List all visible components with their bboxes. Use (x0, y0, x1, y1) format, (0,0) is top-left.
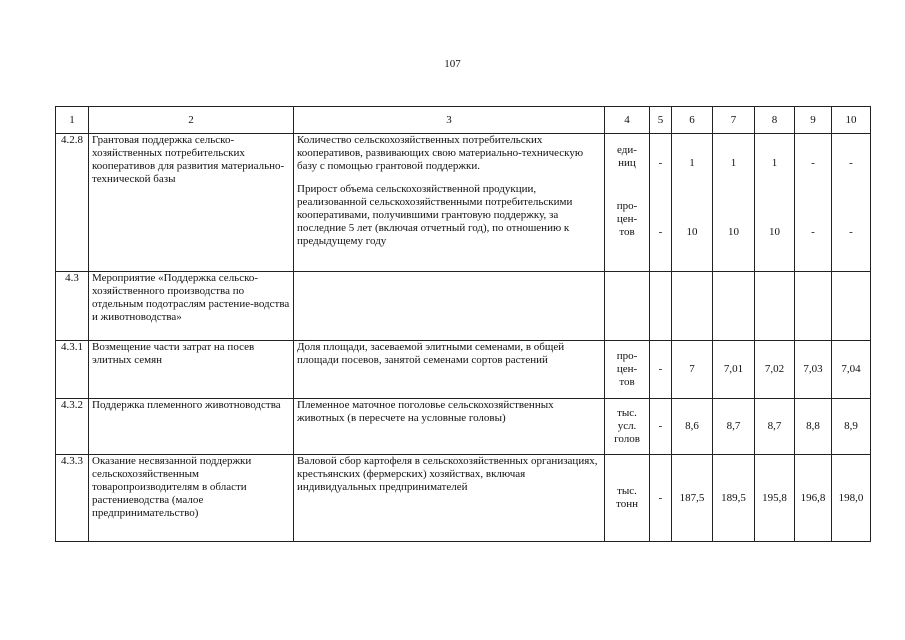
measure-cell: Поддержка племенного животноводства (89, 399, 294, 455)
indicator-cell (294, 272, 605, 341)
unit-cell: еди- ниц про- цен- тов (605, 134, 650, 272)
value-cell: - - (795, 134, 832, 272)
value-cell: - (650, 399, 672, 455)
value-cell: 1 10 (755, 134, 795, 272)
value-cell: 7,04 (832, 341, 871, 399)
measure-cell: Грантовая поддержка сельско-хозяйственных потребительских кооперативов для развития материально-технической базы (89, 134, 294, 272)
header-cell: 6 (672, 107, 713, 134)
indicator-cell (294, 134, 605, 272)
table-row (56, 399, 871, 455)
indicator-cell: Племенное маточное поголовье сельскохозяйственных животных (в пересчете на условные головы) (294, 399, 605, 455)
value-cell (795, 272, 832, 341)
header-cell: 8 (755, 107, 795, 134)
value-cell (650, 272, 672, 341)
header-cell: 10 (832, 107, 871, 134)
measure-cell: Возмещение части затрат на посев элитных семян (89, 341, 294, 399)
indicator-cell: Доля площади, засеваемой элитными семенами, в общей площади посевов, занятой семенами сортов растений (294, 341, 605, 399)
value-cell: 8,7 (713, 399, 755, 455)
table-row (56, 272, 871, 341)
value-cell: 196,8 (795, 455, 832, 542)
header-cell: 7 (713, 107, 755, 134)
value-cell: 8,9 (832, 399, 871, 455)
value-cell: 198,0 (832, 455, 871, 542)
measure-cell: Мероприятие «Поддержка сельско-хозяйственного производства по отдельным подотраслям растение-водства и животноводства» (89, 272, 294, 341)
header-row (56, 107, 871, 134)
row-number: 4.3.3 (56, 455, 89, 542)
value-cell: 195,8 (755, 455, 795, 542)
header-cell: 5 (650, 107, 672, 134)
table-row (56, 341, 871, 399)
row-number: 4.3 (56, 272, 89, 341)
page-number: 107 (444, 58, 461, 70)
value-cell: 1 10 (713, 134, 755, 272)
row-number: 4.3.1 (56, 341, 89, 399)
value-cell: 7,02 (755, 341, 795, 399)
value-cell: - (650, 455, 672, 542)
value-cell: - - (832, 134, 871, 272)
header-cell: 1 (56, 107, 89, 134)
value-cell: - - (650, 134, 672, 272)
value-cell: 8,7 (755, 399, 795, 455)
unit-cell: тыс. усл. голов (605, 399, 650, 455)
table-row (56, 134, 871, 272)
header-cell: 3 (294, 107, 605, 134)
indicator-text: Количество сельскохозяйственных потребительских кооперативов, развивающих свою материально-техническую базу с помощью грантовой поддержки. (297, 134, 584, 172)
row-number: 4.2.8 (56, 134, 89, 272)
header-cell: 2 (89, 107, 294, 134)
value-cell: 189,5 (713, 455, 755, 542)
value-cell (713, 272, 755, 341)
value-cell: - (650, 341, 672, 399)
value-cell: 8,8 (795, 399, 832, 455)
value-cell: 187,5 (672, 455, 713, 542)
measure-cell: Оказание несвязанной поддержки сельскохозяйственным товаропроизводителям в области растениеводства (малое предпринимательство) (89, 455, 294, 542)
table-row (56, 455, 871, 542)
unit-cell: тыс. тонн (605, 455, 650, 542)
indicators-table (55, 106, 871, 542)
unit-cell: про- цен- тов (605, 341, 650, 399)
row-number: 4.3.2 (56, 399, 89, 455)
indicator-text: Прирост объема сельскохозяйственной продукции, реализованной сельскохозяйственными потребительскими кооперативами, получившими грантовую поддержку, за последние 5 лет (включая отчетный год), по отношению к предыдущему году (297, 183, 573, 247)
header-cell: 4 (605, 107, 650, 134)
value-cell: 8,6 (672, 399, 713, 455)
header-cell: 9 (795, 107, 832, 134)
indicator-cell: Валовой сбор картофеля в сельскохозяйственных организациях, крестьянских (фермерских) хозяйствах, включая индивидуальных предпринимателей (294, 455, 605, 542)
value-cell: 1 10 (672, 134, 713, 272)
value-cell (672, 272, 713, 341)
unit-cell (605, 272, 650, 341)
value-cell (832, 272, 871, 341)
value-cell: 7,01 (713, 341, 755, 399)
value-cell: 7 (672, 341, 713, 399)
value-cell: 7,03 (795, 341, 832, 399)
value-cell (755, 272, 795, 341)
